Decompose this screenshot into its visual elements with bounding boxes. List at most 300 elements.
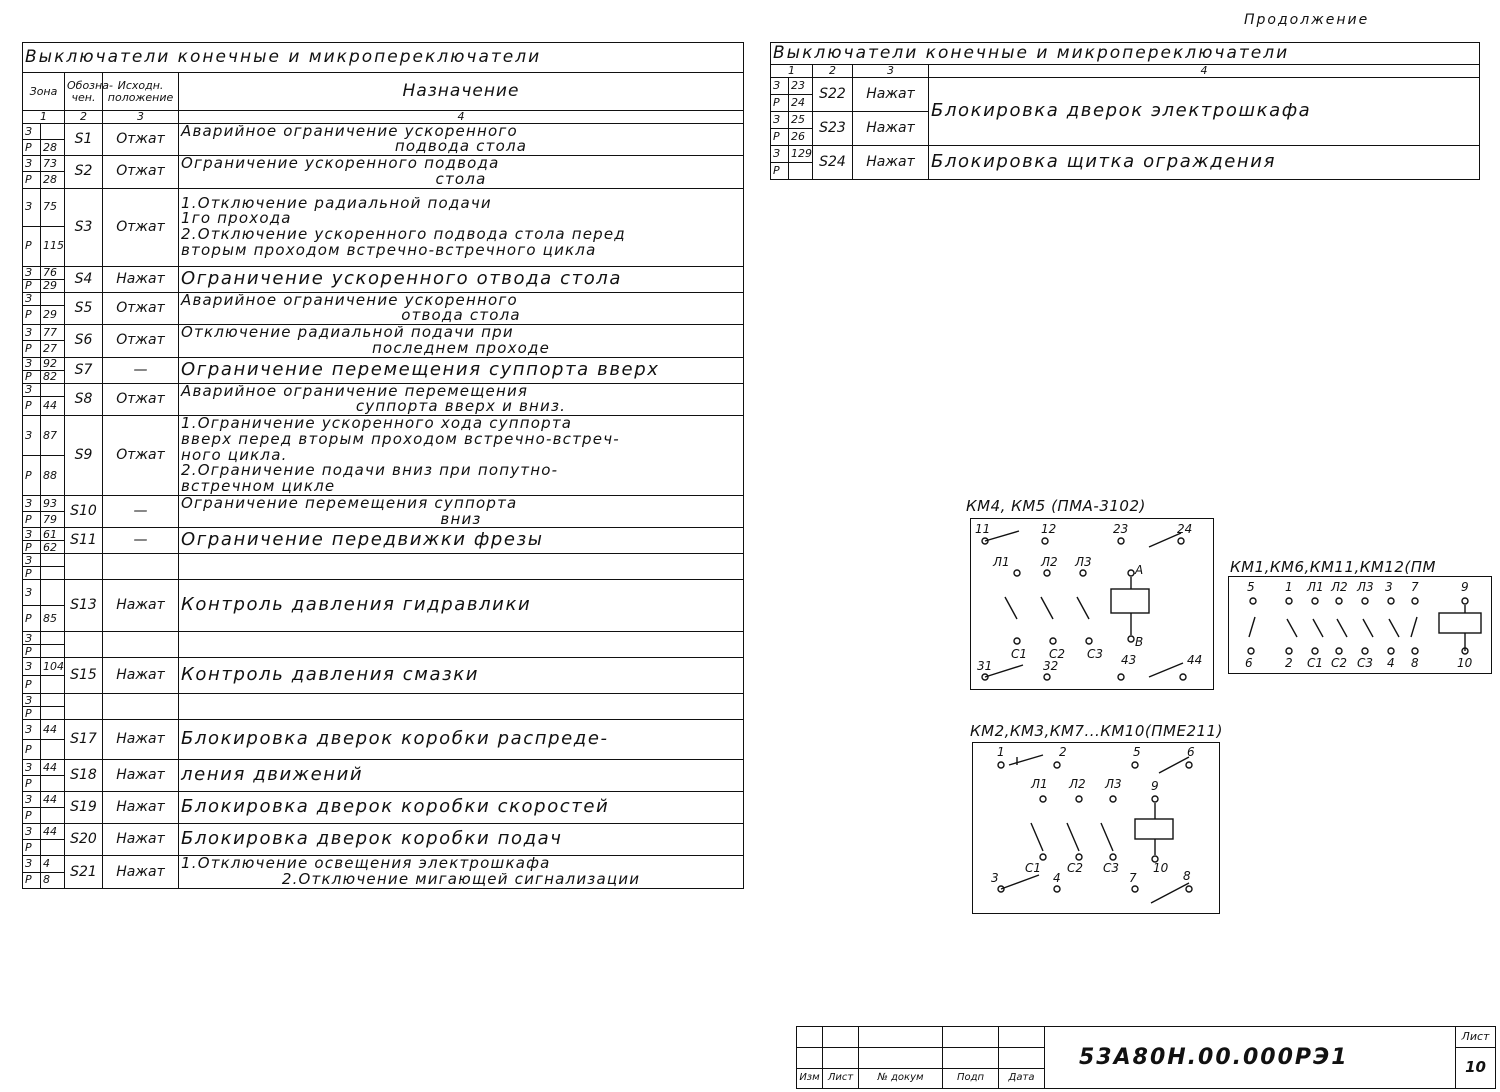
zone-number: 26: [789, 128, 813, 145]
initial-position: —: [103, 528, 179, 554]
switch-designation: S5: [65, 292, 103, 325]
title-block-table: [796, 1026, 1496, 1089]
zone-letter: Р: [771, 128, 789, 145]
switch-designation: S24: [813, 145, 853, 179]
table-row: [23, 292, 744, 306]
zone-number: 85: [41, 606, 65, 632]
zone-letter: З: [23, 188, 41, 226]
initial-position: Отжат: [103, 156, 179, 189]
zone-letter: Р: [23, 707, 41, 720]
d2-label: 10: [1457, 656, 1473, 670]
d3-label: С3: [1103, 861, 1120, 875]
purpose-text: [179, 632, 744, 658]
zone-letter: З: [23, 325, 41, 341]
zone-number: [41, 776, 65, 792]
purpose-text: [179, 824, 744, 856]
purpose-line: подвода стола: [394, 137, 528, 156]
d3-label: 5: [1133, 745, 1141, 759]
zone-letter: Р: [23, 872, 41, 888]
zone-number: [41, 707, 65, 720]
purpose-line: вторым проходом встречно-встречного цикла: [181, 240, 597, 259]
d3-label: Л2: [1069, 777, 1086, 791]
initial-position: Отжат: [103, 416, 179, 496]
table-row: [23, 383, 744, 397]
purpose-text: [179, 528, 744, 554]
zone-letter: Р: [771, 162, 789, 179]
zone-letter: З: [23, 694, 41, 707]
d3-label: 1: [997, 745, 1005, 759]
zone-letter: З: [23, 658, 41, 676]
zone-letter: З: [23, 554, 41, 567]
d1-label: 32: [1043, 659, 1059, 673]
diagram-2: [1228, 576, 1492, 674]
zone-number: 44: [41, 824, 65, 840]
purpose-line: отвода стола: [401, 306, 521, 325]
d1-label: А: [1135, 563, 1144, 577]
switch-designation: S19: [65, 792, 103, 824]
d3-label: С1: [1025, 861, 1042, 875]
zone-number: [41, 740, 65, 760]
zone-letter: Р: [23, 226, 41, 266]
d2-label: С1: [1307, 656, 1324, 670]
switch-designation: S11: [65, 528, 103, 554]
switch-designation: S8: [65, 383, 103, 416]
purpose-text: [179, 694, 744, 720]
purpose-line: 2.Ограничение подачи вниз при попутно-: [181, 461, 559, 480]
initial-position: [103, 694, 179, 720]
purpose-text: [179, 720, 744, 760]
d2-label: 4: [1387, 656, 1395, 670]
purpose-line: 1.Ограничение ускоренного хода суппорта: [181, 414, 573, 433]
switch-designation: S18: [65, 760, 103, 792]
switch-designation: [65, 554, 103, 580]
d2-label: 7: [1411, 580, 1419, 594]
zone-number: 75: [41, 188, 65, 226]
right-table-title: Выключатели конечные и микропереключатели: [771, 43, 1480, 65]
zone-number: 28: [41, 172, 65, 188]
purpose-line: Отключение радиальной подачи при: [181, 323, 514, 342]
d2-label: 2: [1285, 656, 1293, 670]
purpose-text: [179, 156, 744, 189]
purpose-text: [179, 188, 744, 266]
table-row: [23, 266, 744, 279]
zone-number: 29: [41, 306, 65, 325]
zone-letter: З: [23, 792, 41, 808]
purpose-line: вниз: [440, 509, 482, 528]
switch-designation: S21: [65, 856, 103, 889]
zone-letter: Р: [23, 776, 41, 792]
initial-position: Нажат: [103, 580, 179, 632]
purpose-text: [179, 792, 744, 824]
purpose-line: Блокировка дверок коробки скоростей: [181, 796, 610, 818]
zone-number: 129: [789, 145, 813, 162]
zone-letter: З: [23, 720, 41, 740]
d2-label: С3: [1357, 656, 1374, 670]
zone-number: [41, 554, 65, 567]
purpose-text: Блокировка дверок электрошкафа: [929, 77, 1480, 145]
switch-designation: S7: [65, 357, 103, 383]
purpose-text: [179, 554, 744, 580]
zone-number: 23: [789, 77, 813, 94]
zone-number: 29: [41, 279, 65, 292]
main-table-title: Выключатели конечные и микропереключатели: [23, 43, 744, 73]
table-row: [23, 792, 744, 808]
d3-label: Л3: [1105, 777, 1122, 791]
zone-letter: Р: [23, 455, 41, 495]
purpose-text: [179, 580, 744, 632]
col-number-3: 3: [103, 111, 179, 124]
table-row: [23, 856, 744, 872]
stamp-header-signature: Подп: [943, 1069, 999, 1089]
d2-label: 5: [1247, 580, 1255, 594]
col-number-4: 4: [179, 111, 744, 124]
purpose-line: Ограничение перемещения суппорта вверх: [181, 358, 660, 380]
right-col-number-3: 3: [853, 65, 929, 78]
table-row: [23, 658, 744, 676]
switch-designation: S17: [65, 720, 103, 760]
zone-number: 44: [41, 792, 65, 808]
initial-position: Нажат: [853, 77, 929, 111]
table-row: [23, 580, 744, 606]
header-purpose: Назначение: [179, 73, 744, 111]
right-col-number-2: 2: [813, 65, 853, 78]
diagram-1: [970, 518, 1214, 690]
initial-position: Отжат: [103, 325, 179, 358]
table-row: [23, 694, 744, 707]
zone-number: 79: [41, 512, 65, 528]
zone-number: [41, 292, 65, 306]
table-row: [771, 77, 1480, 94]
header-zone: Зона: [23, 73, 65, 111]
d3-label: 8: [1183, 869, 1191, 883]
diagram-3-title: КМ2,КМ3,КМ7...КМ10(ПМЕ211): [970, 722, 1223, 740]
d3-label: Л1: [1031, 777, 1048, 791]
purpose-line: стола: [435, 169, 487, 188]
switch-designation: S20: [65, 824, 103, 856]
col-number-1: 1: [23, 111, 65, 124]
right-col-number-4: 4: [929, 65, 1480, 78]
purpose-line: Аварийное ограничение ускоренного: [181, 290, 518, 309]
stamp-header-date: Дата: [999, 1069, 1045, 1089]
d2-label: 8: [1411, 656, 1419, 670]
d3-label: 7: [1129, 871, 1137, 885]
switch-designation: [65, 632, 103, 658]
table-row: [23, 760, 744, 776]
right-table-wrapper: [770, 42, 1480, 180]
zone-letter: Р: [23, 808, 41, 824]
zone-letter: З: [23, 357, 41, 370]
initial-position: Нажат: [103, 760, 179, 792]
zone-number: 62: [41, 541, 65, 554]
col-number-2: 2: [65, 111, 103, 124]
switch-designation: S6: [65, 325, 103, 358]
initial-position: Нажат: [103, 658, 179, 694]
diagram-2-title: КМ1,КМ6,КМ11,КМ12(ПМ: [1230, 558, 1437, 576]
purpose-line: Ограничение передвижки фрезы: [181, 529, 544, 551]
initial-position: Отжат: [103, 188, 179, 266]
switch-designation: S10: [65, 495, 103, 528]
zone-number: 93: [41, 495, 65, 511]
stamp-header-document: № докум: [859, 1069, 943, 1089]
purpose-text: [179, 760, 744, 792]
switch-designation: S13: [65, 580, 103, 632]
zone-number: [41, 694, 65, 707]
zone-letter: З: [23, 760, 41, 776]
purpose-line: ного цикла.: [181, 445, 288, 464]
zone-letter: З: [771, 145, 789, 162]
document-code: 53А80Н.00.000РЭ1: [1045, 1027, 1456, 1089]
zone-letter: З: [23, 856, 41, 872]
switch-designation: S22: [813, 77, 853, 111]
d1-label: 43: [1121, 653, 1137, 667]
zone-number: 73: [41, 156, 65, 172]
initial-position: Нажат: [103, 856, 179, 889]
table-row: [23, 824, 744, 840]
purpose-line: Аварийное ограничение ускоренного: [181, 121, 518, 140]
table-row: [771, 145, 1480, 162]
purpose-line: вверх перед вторым проходом встречно-встреч-: [181, 429, 620, 448]
zone-letter: Р: [23, 840, 41, 856]
sheet-number: 10: [1456, 1048, 1496, 1089]
zone-number: [41, 567, 65, 580]
diagram-1-schematic: [971, 519, 1213, 689]
switch-designation: S23: [813, 111, 853, 145]
zone-number: [41, 383, 65, 397]
switch-designation: [65, 694, 103, 720]
zone-number: [789, 162, 813, 179]
d1-label: Л3: [1075, 555, 1092, 569]
table-row: [23, 123, 744, 140]
zone-letter: З: [23, 528, 41, 541]
table-row: [23, 495, 744, 511]
zone-number: 77: [41, 325, 65, 341]
purpose-line: Ограничение перемещения суппорта: [181, 493, 518, 512]
initial-position: Нажат: [103, 720, 179, 760]
d1-label: Л1: [993, 555, 1010, 569]
sheet-label: Лист: [1456, 1027, 1496, 1048]
purpose-text: [179, 123, 744, 156]
d3-label: 3: [991, 871, 999, 885]
right-col-number-1: 1: [771, 65, 813, 78]
purpose-text: [179, 856, 744, 889]
purpose-line: Ограничение ускоренного отвода стола: [181, 267, 623, 289]
stamp-header-change: Изм: [797, 1069, 823, 1089]
zone-number: 104: [41, 658, 65, 676]
d3-label: С2: [1067, 861, 1084, 875]
table-row: [23, 188, 744, 226]
d3-label: 9: [1151, 779, 1159, 793]
zone-number: 44: [41, 720, 65, 740]
d2-label: С2: [1331, 656, 1348, 670]
d2-label: Л1: [1307, 580, 1324, 594]
d2-label: 1: [1285, 580, 1293, 594]
zone-number: [41, 840, 65, 856]
zone-letter: Р: [23, 397, 41, 416]
zone-number: 92: [41, 357, 65, 370]
initial-position: [103, 554, 179, 580]
d1-label: 24: [1177, 522, 1193, 536]
continuation-label: Продолжение: [1244, 12, 1370, 28]
main-table-body: [23, 123, 744, 888]
right-table-body: [771, 77, 1480, 179]
zone-letter: Р: [23, 279, 41, 292]
purpose-line: Контроль давления гидравлики: [181, 594, 532, 616]
switch-designation: S4: [65, 266, 103, 292]
purpose-text: [179, 266, 744, 292]
initial-position: [103, 632, 179, 658]
table-row: [23, 528, 744, 541]
zone-number: [41, 632, 65, 645]
purpose-line: 2.Отключение ускоренного подвода стола перед: [181, 225, 626, 244]
zone-letter: З: [23, 824, 41, 840]
d3-label: 4: [1053, 871, 1061, 885]
zone-letter: Р: [23, 172, 41, 188]
purpose-line: ления движений: [181, 764, 364, 786]
zone-letter: З: [23, 266, 41, 279]
switch-designation: S3: [65, 188, 103, 266]
zone-number: 27: [41, 341, 65, 357]
zone-letter: З: [23, 580, 41, 606]
zone-number: 44: [41, 397, 65, 416]
zone-number: [41, 123, 65, 140]
zone-letter: Р: [23, 740, 41, 760]
initial-position: Отжат: [103, 383, 179, 416]
initial-position: Нажат: [103, 266, 179, 292]
right-table: [770, 42, 1480, 180]
zone-number: [41, 580, 65, 606]
d2-label: Л2: [1331, 580, 1348, 594]
zone-number: 87: [41, 416, 65, 456]
zone-letter: Р: [23, 541, 41, 554]
purpose-line: 2.Отключение мигающей сигнализации: [281, 870, 641, 889]
zone-letter: З: [23, 292, 41, 306]
zone-letter: Р: [23, 567, 41, 580]
title-block: [796, 1026, 1496, 1089]
zone-number: 61: [41, 528, 65, 541]
switch-designation: S15: [65, 658, 103, 694]
purpose-text: [179, 658, 744, 694]
zone-letter: З: [771, 77, 789, 94]
zone-letter: Р: [23, 306, 41, 325]
purpose-line: 1го прохода: [181, 209, 292, 228]
purpose-text: Блокировка щитка ограждения: [929, 145, 1480, 179]
d1-label: Л2: [1041, 555, 1058, 569]
table-row: [23, 632, 744, 645]
zone-number: 25: [789, 111, 813, 128]
d1-label: С3: [1087, 647, 1104, 661]
initial-position: Нажат: [853, 111, 929, 145]
switch-designation: S1: [65, 123, 103, 156]
initial-position: —: [103, 357, 179, 383]
purpose-line: Аварийное ограничение перемещения: [181, 381, 529, 400]
table-row: [23, 416, 744, 456]
purpose-line: встречном цикле: [181, 477, 336, 496]
zone-letter: Р: [23, 645, 41, 658]
initial-position: Нажат: [103, 792, 179, 824]
main-table-wrapper: [22, 42, 744, 889]
d2-label: 9: [1461, 580, 1469, 594]
zone-letter: З: [23, 495, 41, 511]
zone-number: [41, 645, 65, 658]
d1-label: С2: [1049, 647, 1066, 661]
purpose-line: 1.Отключение освещения электрошкафа: [181, 854, 551, 873]
zone-letter: З: [23, 123, 41, 140]
d3-label: 2: [1059, 745, 1067, 759]
initial-position: Нажат: [853, 145, 929, 179]
initial-position: Нажат: [103, 824, 179, 856]
purpose-line: Контроль давления смазки: [181, 664, 480, 686]
d1-label: 31: [977, 659, 993, 673]
initial-position: Отжат: [103, 123, 179, 156]
d1-label: 11: [975, 522, 991, 536]
d2-label: Л3: [1357, 580, 1374, 594]
header-designation: Обозна-чен.: [65, 73, 103, 111]
zone-letter: Р: [771, 94, 789, 111]
d2-label: 3: [1385, 580, 1393, 594]
zone-letter: З: [23, 383, 41, 397]
table-row: [23, 325, 744, 341]
zone-number: [41, 808, 65, 824]
d3-label: 10: [1153, 861, 1169, 875]
zone-letter: Р: [23, 370, 41, 383]
diagram-3-schematic: [973, 743, 1219, 913]
diagram-1-title: КМ4, КМ5 (ПМА-3102): [966, 497, 1146, 515]
main-table: [22, 42, 744, 889]
header-initial-position: Исходн. положение: [103, 73, 179, 111]
initial-position: —: [103, 495, 179, 528]
stamp-header-sheet: Лист: [823, 1069, 859, 1089]
d1-label: С1: [1011, 647, 1028, 661]
purpose-text: [179, 325, 744, 358]
zone-letter: З: [23, 156, 41, 172]
switch-designation: S9: [65, 416, 103, 496]
zone-number: 8: [41, 872, 65, 888]
diagram-3: [972, 742, 1220, 914]
zone-number: 76: [41, 266, 65, 279]
purpose-text: [179, 495, 744, 528]
d1-label: В: [1135, 635, 1144, 649]
zone-number: 88: [41, 455, 65, 495]
zone-letter: Р: [23, 676, 41, 694]
purpose-text: [179, 292, 744, 325]
zone-number: 115: [41, 226, 65, 266]
zone-letter: Р: [23, 341, 41, 357]
zone-number: [41, 676, 65, 694]
purpose-line: Блокировка дверок коробки распреде-: [181, 728, 609, 750]
zone-number: 82: [41, 370, 65, 383]
zone-letter: Р: [23, 140, 41, 156]
d1-label: 12: [1041, 522, 1057, 536]
d2-label: 6: [1245, 656, 1253, 670]
d3-label: 6: [1187, 745, 1195, 759]
initial-position: Отжат: [103, 292, 179, 325]
zone-number: 28: [41, 140, 65, 156]
purpose-line: суппорта вверх и вниз.: [355, 397, 567, 416]
table-row: [23, 720, 744, 740]
purpose-line: Ограничение ускоренного подвода: [181, 154, 500, 173]
purpose-text: [179, 383, 744, 416]
zone-number: 4: [41, 856, 65, 872]
zone-number: 44: [41, 760, 65, 776]
purpose-line: Блокировка дверок коробки подач: [181, 828, 563, 850]
zone-letter: З: [771, 111, 789, 128]
purpose-line: последнем проходе: [371, 338, 551, 357]
purpose-text: [179, 416, 744, 496]
table-row: [23, 156, 744, 172]
zone-letter: Р: [23, 606, 41, 632]
switch-designation: S2: [65, 156, 103, 189]
table-row: [23, 554, 744, 567]
